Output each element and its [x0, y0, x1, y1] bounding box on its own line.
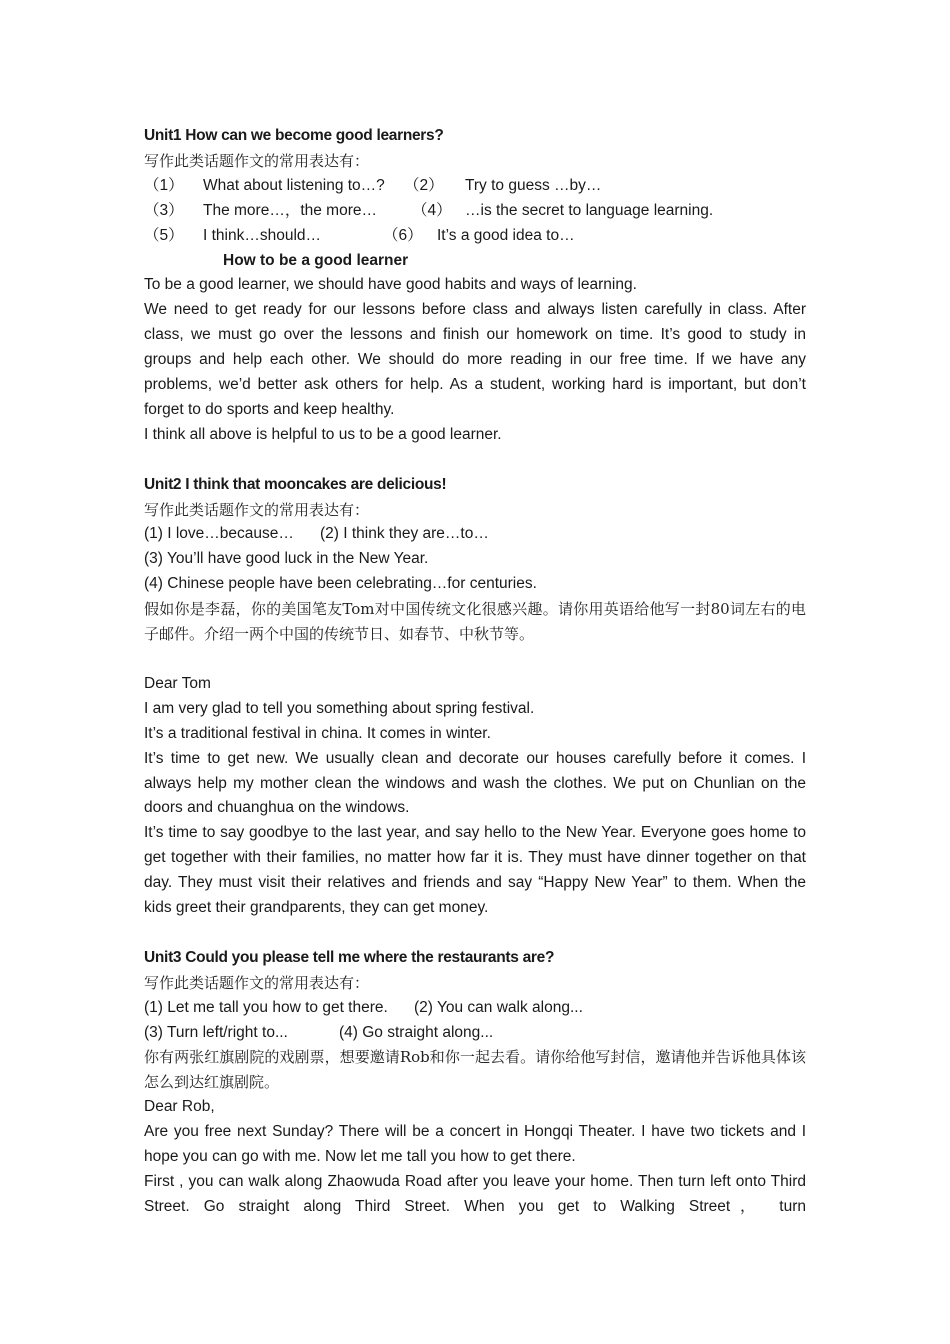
unit1-expressions-row-3 [144, 224, 806, 249]
unit2-paragraph-4: It’s time to say goodbye to the last year, and say hello to the New Year. Everyone goes home to get together with their families, no matter how far it is. They must have dinner together on that day. They must visit their relatives and friends and say “Happy New Year” to them. When the kids greet their grandparents, they can get money. [144, 824, 806, 917]
unit2-exp2: (2) I think they are…to… [320, 525, 489, 543]
unit3-prompt: 你有两张红旗剧院的戏剧票，想要邀请Rob和你一起去看。请你给他写封信，邀请他并告诉他具体该怎么到达红旗剧院。 [144, 1048, 806, 1092]
unit3-exp4: (4) Go straight along... [339, 1023, 494, 1041]
unit2-title: Unit2 I think that mooncakes are delicious! [144, 475, 447, 493]
spacer [144, 448, 806, 473]
unit1-essay-title: How to be a good learner [223, 251, 409, 269]
unit3-exp1: (1) Let me tall you how to get there. [144, 998, 388, 1016]
unit2-expressions-row-1 [144, 522, 806, 547]
unit3-expressions-row-2 [144, 1021, 806, 1046]
unit1-paragraph-3: I think all above is helpful to us to be a good learner. [144, 425, 502, 443]
unit1-exp3-number: （3） [144, 201, 184, 219]
unit1-exp4-text: …is the secret to language learning. [465, 201, 714, 219]
unit2-exp1: (1) I love…because… [144, 525, 294, 543]
unit1-exp1-number: （1） [144, 176, 184, 194]
unit2-greeting: Dear Tom [144, 674, 211, 692]
unit1-paragraph-1: To be a good learner, we should have good habits and ways of learning. [144, 276, 637, 294]
unit1-exp2-number: （2） [404, 176, 444, 194]
spacer [144, 647, 806, 672]
unit1-title: Unit1 How can we become good learners? [144, 127, 444, 144]
unit2-exp3: (3) You’ll have good luck in the New Year. [144, 550, 429, 568]
unit1-exp6-text: It’s a good idea to… [437, 226, 575, 244]
unit2-paragraph-1: I am very glad to tell you something about spring festival. [144, 699, 535, 717]
unit1-intro: 写作此类话题作文的常用表达有： [144, 151, 370, 170]
unit2-paragraph-2: It’s a traditional festival in china. It comes in winter. [144, 724, 491, 742]
unit2-intro: 写作此类话题作文的常用表达有： [144, 500, 370, 519]
unit3-intro: 写作此类话题作文的常用表达有： [144, 973, 370, 992]
unit1-exp5-number: （5） [144, 226, 184, 244]
unit3-exp3: (3) Turn left/right to... [144, 1023, 288, 1041]
unit2-exp4: (4) Chinese people have been celebrating…for centuries. [144, 575, 537, 593]
unit1-paragraph-2: We need to get ready for our lessons before class and always listen carefully in class. After class, we must go over the lessons and finish our homework on time. It’s good to study in groups and help each other. We should do more reading in our free time. If we have any problems, we’d better ask others for help. As a student, working hard is important, but don’t forget to do sports and keep healthy. [144, 301, 806, 418]
unit1-exp6-number: （6） [383, 226, 423, 244]
unit1-expressions-row-2 [144, 199, 806, 224]
unit3-exp2: (2) You can walk along... [414, 998, 583, 1016]
spacer [144, 921, 806, 946]
unit3-greeting: Dear Rob, [144, 1098, 215, 1116]
unit3-expressions-row-1 [144, 996, 806, 1021]
unit3-paragraph-1: Are you free next Sunday? There will be a concert in Hongqi Theater. I have two tickets and I hope you can go with me. Now let me tall you how to get there. [144, 1123, 806, 1166]
unit1-exp2-text: Try to guess …by… [465, 176, 602, 194]
unit1-exp1-text: What about listening to…? [203, 176, 385, 194]
unit3-title: Unit3 Could you please tell me where the restaurants are? [144, 948, 555, 966]
unit1-expressions-row-1 [144, 174, 806, 199]
document-page [144, 124, 806, 1220]
unit3-paragraph-2: First , you can walk along Zhaowuda Road after you leave your home. Then turn left onto Third Street. Go straight along Third Street. When you get to Walking Street， turn [144, 1173, 806, 1215]
unit1-exp4-number: （4） [412, 201, 452, 219]
unit1-exp3-text: The more…，the more… [203, 201, 377, 219]
unit2-prompt: 假如你是李磊，你的美国笔友Tom对中国传统文化很感兴趣。请你用英语给他写一封80词左右的电子邮件。介绍一两个中国的传统节日、如春节、中秋节等。 [144, 600, 806, 644]
unit1-exp5-text: I think…should… [203, 226, 322, 244]
unit2-paragraph-3: It’s time to get new. We usually clean and decorate our houses carefully before it comes. I always help my mother clean the windows and wash the clothes. We put on Chunlian on the doors and chuanghua on the windows. [144, 749, 806, 817]
